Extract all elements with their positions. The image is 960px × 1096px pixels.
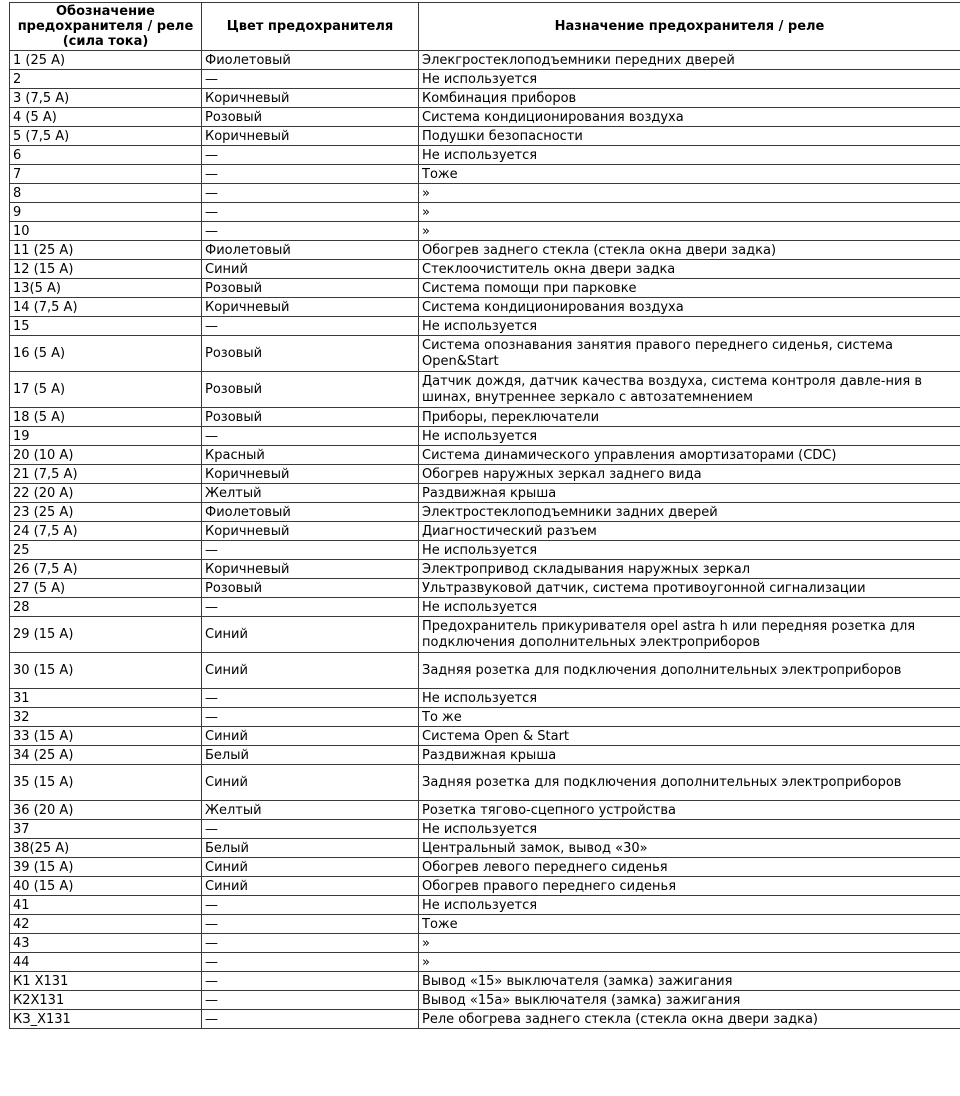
cell-fuse-purpose: Система кондиционирования воздуха <box>419 108 960 127</box>
cell-fuse-color: — <box>202 203 419 222</box>
cell-fuse-purpose: » <box>419 953 960 972</box>
cell-fuse-color: Коричневый <box>202 560 419 579</box>
cell-fuse-purpose: Розетка тягово-сцепного устройства <box>419 801 960 820</box>
cell-fuse-designation: 1 (25 А) <box>10 51 202 70</box>
cell-fuse-color: — <box>202 708 419 727</box>
cell-fuse-purpose: Раздвижная крыша <box>419 484 960 503</box>
cell-fuse-purpose: Обогрев правого переднего сиденья <box>419 877 960 896</box>
cell-fuse-purpose: Электростеклоподъемники задних дверей <box>419 503 960 522</box>
cell-fuse-color: Коричневый <box>202 89 419 108</box>
cell-fuse-designation: 28 <box>10 598 202 617</box>
cell-fuse-designation: 29 (15 А) <box>10 617 202 653</box>
cell-fuse-color: — <box>202 820 419 839</box>
cell-fuse-color: — <box>202 1010 419 1029</box>
cell-fuse-color: Розовый <box>202 336 419 372</box>
cell-fuse-designation: 39 (15 А) <box>10 858 202 877</box>
cell-fuse-color: — <box>202 689 419 708</box>
cell-fuse-color: Коричневый <box>202 522 419 541</box>
table-row <box>10 241 960 260</box>
cell-fuse-purpose: Центральный замок, вывод «30» <box>419 839 960 858</box>
cell-fuse-color: — <box>202 317 419 336</box>
table-row <box>10 708 960 727</box>
table-row <box>10 689 960 708</box>
table-row <box>10 541 960 560</box>
cell-fuse-purpose: Задняя розетка для подключения дополнительных электроприборов <box>419 653 960 689</box>
table-header-row <box>10 3 960 51</box>
cell-fuse-purpose: Не используется <box>419 146 960 165</box>
cell-fuse-purpose: Не используется <box>419 70 960 89</box>
cell-fuse-color: Синий <box>202 653 419 689</box>
cell-fuse-color: — <box>202 953 419 972</box>
fuse-relay-table <box>9 2 960 1029</box>
cell-fuse-purpose: Вывод «15а» выключателя (замка) зажигания <box>419 991 960 1010</box>
table-row <box>10 89 960 108</box>
cell-fuse-designation: 35 (15 А) <box>10 765 202 801</box>
cell-fuse-purpose: Вывод «15» выключателя (замка) зажигания <box>419 972 960 991</box>
cell-fuse-color: — <box>202 165 419 184</box>
cell-fuse-purpose: Не используется <box>419 317 960 336</box>
table-row <box>10 877 960 896</box>
cell-fuse-purpose: То же <box>419 708 960 727</box>
cell-fuse-designation: 5 (7,5 А) <box>10 127 202 146</box>
cell-fuse-designation: 36 (20 А) <box>10 801 202 820</box>
cell-fuse-color: Желтый <box>202 801 419 820</box>
table-row <box>10 184 960 203</box>
cell-fuse-designation: 24 (7,5 А) <box>10 522 202 541</box>
cell-fuse-color: Коричневый <box>202 298 419 317</box>
cell-fuse-purpose: Ультразвуковой датчик, система противоугонной сигнализации <box>419 579 960 598</box>
table-row <box>10 51 960 70</box>
cell-fuse-purpose: Подушки безопасности <box>419 127 960 146</box>
cell-fuse-color: Белый <box>202 746 419 765</box>
table-row <box>10 317 960 336</box>
cell-fuse-purpose: Задняя розетка для подключения дополнительных электроприборов <box>419 765 960 801</box>
table-row <box>10 279 960 298</box>
cell-fuse-purpose: Не используется <box>419 896 960 915</box>
cell-fuse-color: Коричневый <box>202 465 419 484</box>
table-row <box>10 858 960 877</box>
cell-fuse-purpose: Электропривод складывания наружных зеркал <box>419 560 960 579</box>
cell-fuse-designation: 11 (25 А) <box>10 241 202 260</box>
table-row <box>10 408 960 427</box>
cell-fuse-purpose: » <box>419 203 960 222</box>
cell-fuse-purpose: Тоже <box>419 165 960 184</box>
table-row <box>10 222 960 241</box>
table-row <box>10 165 960 184</box>
cell-fuse-color: Фиолетовый <box>202 241 419 260</box>
cell-fuse-designation: 37 <box>10 820 202 839</box>
table-row <box>10 465 960 484</box>
cell-fuse-purpose: Не используется <box>419 541 960 560</box>
table-row <box>10 820 960 839</box>
cell-fuse-color: Синий <box>202 727 419 746</box>
cell-fuse-designation: 20 (10 А) <box>10 446 202 465</box>
cell-fuse-designation: 16 (5 А) <box>10 336 202 372</box>
cell-fuse-color: Розовый <box>202 372 419 408</box>
cell-fuse-color: Синий <box>202 858 419 877</box>
cell-fuse-designation: 19 <box>10 427 202 446</box>
table-row <box>10 298 960 317</box>
cell-fuse-designation: 23 (25 А) <box>10 503 202 522</box>
cell-fuse-color: — <box>202 991 419 1010</box>
cell-fuse-designation: 2 <box>10 70 202 89</box>
cell-fuse-designation: 27 (5 А) <box>10 579 202 598</box>
cell-fuse-purpose: Стеклоочиститель окна двери задка <box>419 260 960 279</box>
cell-fuse-designation: 18 (5 А) <box>10 408 202 427</box>
cell-fuse-purpose: » <box>419 934 960 953</box>
header-fuse-purpose: Назначение предохранителя / реле <box>419 3 960 51</box>
cell-fuse-color: Фиолетовый <box>202 503 419 522</box>
cell-fuse-color: — <box>202 934 419 953</box>
cell-fuse-color: — <box>202 972 419 991</box>
cell-fuse-color: Белый <box>202 839 419 858</box>
table-row <box>10 896 960 915</box>
cell-fuse-designation: 38(25 А) <box>10 839 202 858</box>
table-row <box>10 427 960 446</box>
table-row <box>10 203 960 222</box>
cell-fuse-designation: 30 (15 А) <box>10 653 202 689</box>
cell-fuse-color: Синий <box>202 877 419 896</box>
cell-fuse-purpose: Система динамического управления амортизаторами (CDC) <box>419 446 960 465</box>
cell-fuse-color: — <box>202 541 419 560</box>
cell-fuse-purpose: Приборы, переключатели <box>419 408 960 427</box>
table-row <box>10 336 960 372</box>
table-row <box>10 915 960 934</box>
header-fuse-designation: Обозначение предохранителя / реле (сила тока) <box>10 3 202 51</box>
cell-fuse-designation: 4 (5 А) <box>10 108 202 127</box>
cell-fuse-color: — <box>202 896 419 915</box>
cell-fuse-color: — <box>202 70 419 89</box>
table-row <box>10 560 960 579</box>
table-row <box>10 839 960 858</box>
cell-fuse-purpose: Не используется <box>419 820 960 839</box>
cell-fuse-purpose: Система опознавания занятия правого переднего сиденья, система Open&Start <box>419 336 960 372</box>
table-row <box>10 260 960 279</box>
cell-fuse-designation: 15 <box>10 317 202 336</box>
table-row <box>10 503 960 522</box>
table-row <box>10 765 960 801</box>
cell-fuse-purpose: Обогрев левого переднего сиденья <box>419 858 960 877</box>
cell-fuse-designation: 3 (7,5 А) <box>10 89 202 108</box>
cell-fuse-designation: 42 <box>10 915 202 934</box>
cell-fuse-designation: 14 (7,5 А) <box>10 298 202 317</box>
cell-fuse-purpose: Элекгростеклоподъемники передних дверей <box>419 51 960 70</box>
cell-fuse-designation: 40 (15 А) <box>10 877 202 896</box>
cell-fuse-purpose: Не используется <box>419 598 960 617</box>
cell-fuse-purpose: Раздвижная крыша <box>419 746 960 765</box>
cell-fuse-designation: 31 <box>10 689 202 708</box>
table-row <box>10 598 960 617</box>
cell-fuse-designation: 21 (7,5 А) <box>10 465 202 484</box>
cell-fuse-designation: 9 <box>10 203 202 222</box>
table-row <box>10 727 960 746</box>
table-row <box>10 801 960 820</box>
cell-fuse-designation: 25 <box>10 541 202 560</box>
cell-fuse-color: Розовый <box>202 408 419 427</box>
cell-fuse-color: Розовый <box>202 108 419 127</box>
table-row <box>10 934 960 953</box>
cell-fuse-color: Фиолетовый <box>202 51 419 70</box>
cell-fuse-purpose: Реле обогрева заднего стекла (стекла окна двери задка) <box>419 1010 960 1029</box>
cell-fuse-purpose: Датчик дождя, датчик качества воздуха, система контроля давле-ния в шинах, внутреннее зеркало с автозатемнением <box>419 372 960 408</box>
table-row <box>10 146 960 165</box>
cell-fuse-color: — <box>202 146 419 165</box>
cell-fuse-designation: 12 (15 А) <box>10 260 202 279</box>
cell-fuse-color: Красный <box>202 446 419 465</box>
cell-fuse-color: — <box>202 427 419 446</box>
cell-fuse-designation: К2Х131 <box>10 991 202 1010</box>
table-row <box>10 653 960 689</box>
table-row <box>10 972 960 991</box>
cell-fuse-designation: 10 <box>10 222 202 241</box>
cell-fuse-color: — <box>202 222 419 241</box>
table-row <box>10 484 960 503</box>
table-row <box>10 746 960 765</box>
header-fuse-color: Цвет предохранителя <box>202 3 419 51</box>
cell-fuse-color: — <box>202 184 419 203</box>
cell-fuse-color: Синий <box>202 260 419 279</box>
cell-fuse-color: Желтый <box>202 484 419 503</box>
cell-fuse-purpose: Система кондиционирования воздуха <box>419 298 960 317</box>
cell-fuse-designation: 43 <box>10 934 202 953</box>
cell-fuse-designation: 44 <box>10 953 202 972</box>
cell-fuse-designation: 8 <box>10 184 202 203</box>
cell-fuse-purpose: Тоже <box>419 915 960 934</box>
cell-fuse-designation: 41 <box>10 896 202 915</box>
table-row <box>10 127 960 146</box>
table-row <box>10 1010 960 1029</box>
table-row <box>10 579 960 598</box>
cell-fuse-color: — <box>202 915 419 934</box>
cell-fuse-designation: 33 (15 А) <box>10 727 202 746</box>
cell-fuse-purpose: Система помощи при парковке <box>419 279 960 298</box>
table-row <box>10 70 960 89</box>
cell-fuse-designation: 13(5 А) <box>10 279 202 298</box>
cell-fuse-color: Розовый <box>202 579 419 598</box>
cell-fuse-color: — <box>202 598 419 617</box>
cell-fuse-color: Коричневый <box>202 127 419 146</box>
cell-fuse-designation: 22 (20 А) <box>10 484 202 503</box>
cell-fuse-color: Синий <box>202 617 419 653</box>
cell-fuse-purpose: Обогрев наружных зеркал заднего вида <box>419 465 960 484</box>
cell-fuse-purpose: Комбинация приборов <box>419 89 960 108</box>
cell-fuse-purpose: Предохранитель прикуривателя opel astra h или передняя розетка для подключения дополнительных электроприборов <box>419 617 960 653</box>
table-row <box>10 446 960 465</box>
cell-fuse-designation: 7 <box>10 165 202 184</box>
table-row <box>10 617 960 653</box>
table-row <box>10 372 960 408</box>
cell-fuse-purpose: » <box>419 184 960 203</box>
table-row <box>10 991 960 1010</box>
table-row <box>10 522 960 541</box>
cell-fuse-purpose: Не используется <box>419 689 960 708</box>
table-row <box>10 108 960 127</box>
table-row <box>10 953 960 972</box>
cell-fuse-designation: КЗ_Х131 <box>10 1010 202 1029</box>
cell-fuse-purpose: Диагностический разъем <box>419 522 960 541</box>
cell-fuse-purpose: Не используется <box>419 427 960 446</box>
cell-fuse-designation: 34 (25 А) <box>10 746 202 765</box>
table-body <box>10 51 960 1029</box>
cell-fuse-designation: 32 <box>10 708 202 727</box>
cell-fuse-designation: 26 (7,5 А) <box>10 560 202 579</box>
cell-fuse-color: Розовый <box>202 279 419 298</box>
cell-fuse-designation: 17 (5 А) <box>10 372 202 408</box>
cell-fuse-purpose: Обогрев заднего стекла (стекла окна двери задка) <box>419 241 960 260</box>
cell-fuse-color: Синий <box>202 765 419 801</box>
cell-fuse-purpose: Система Open & Start <box>419 727 960 746</box>
cell-fuse-purpose: » <box>419 222 960 241</box>
cell-fuse-designation: 6 <box>10 146 202 165</box>
cell-fuse-designation: К1 Х131 <box>10 972 202 991</box>
